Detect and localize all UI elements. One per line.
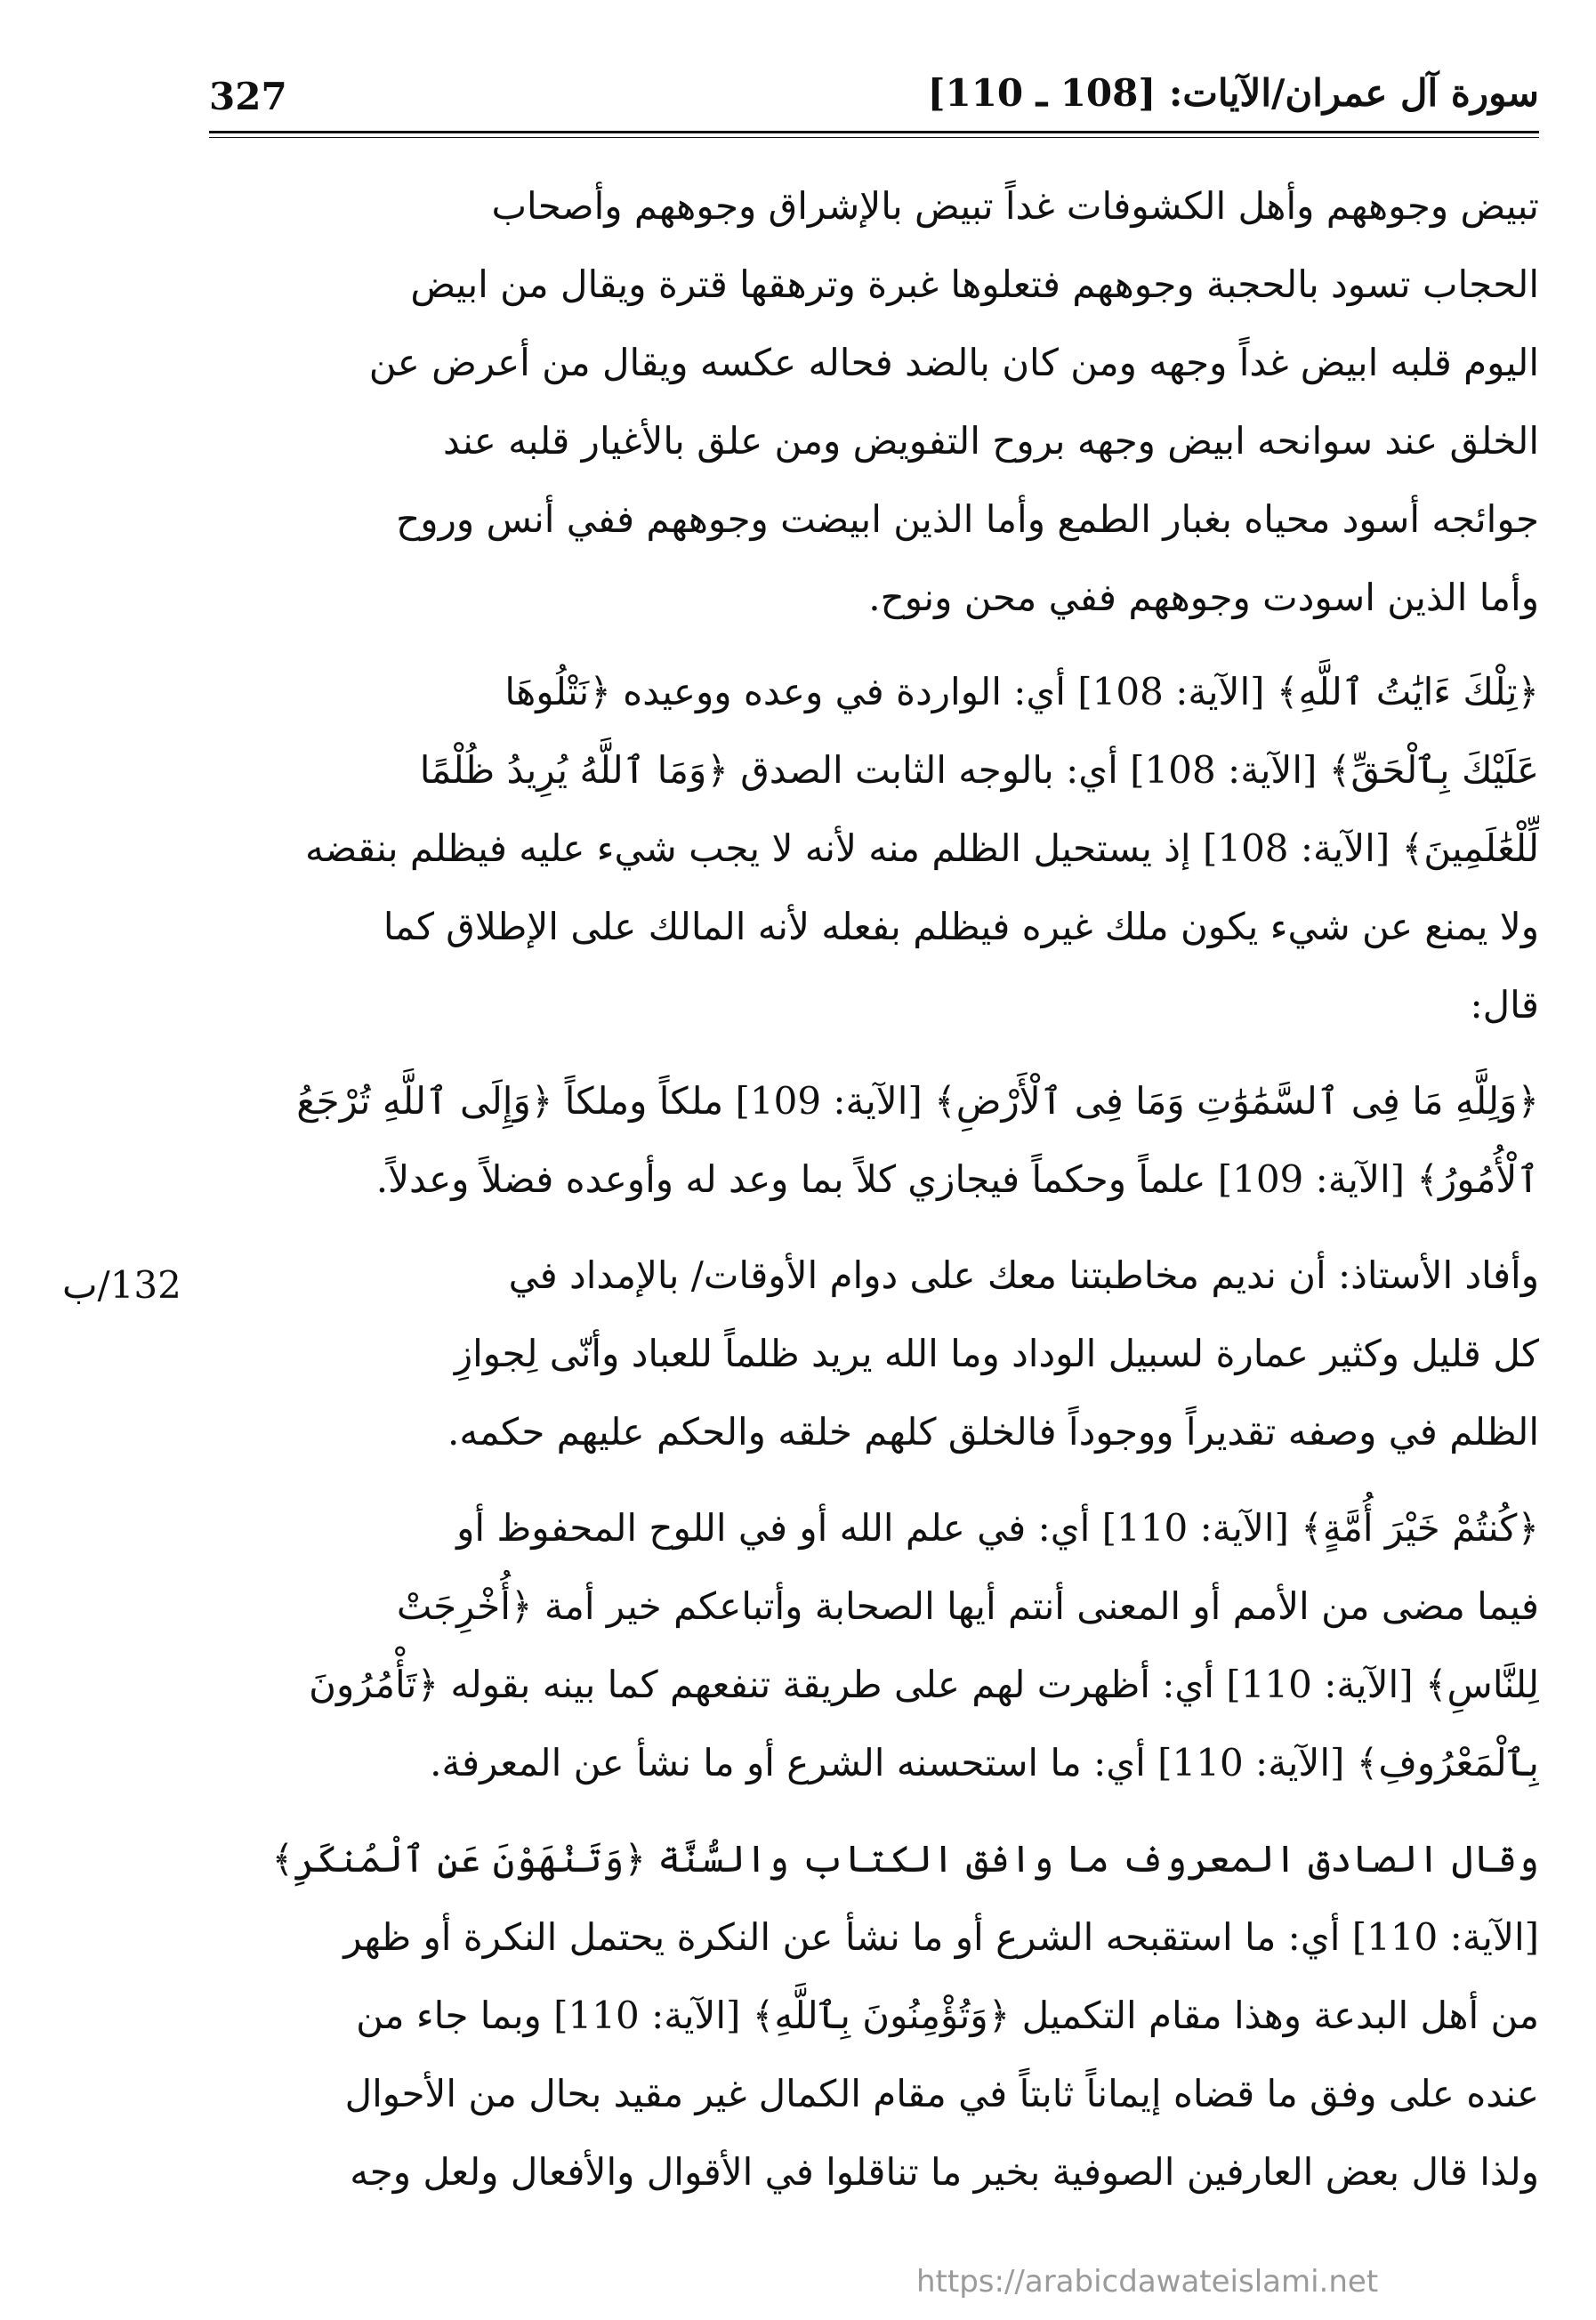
watermark-url: https://arabicdawateislami.net: [916, 2264, 1379, 2300]
paragraph: [214, 167, 1539, 637]
text-line: ٱلْأُمُورُ﴾ [الآية: 109] علماً وحكماً فيجازي كلاً بما وعد له وأوعده فضلاً وعدلاً.: [375, 1157, 1539, 1201]
text-line: ولذا قال بعض العارفين الصوفية بخير ما تناقلوا في الأقوال والأفعال ولعل وجه: [350, 2150, 1539, 2194]
text-line: ﴿كُنتُمْ خَيْرَ أُمَّةٍ﴾ [الآية: 110] أي: في علم الله أو في اللوح المحفوظ أو: [456, 1506, 1539, 1550]
text-line: وأما الذين اسودت وجوههم ففي محن ونوح.: [868, 576, 1539, 619]
body-text: [214, 167, 1539, 2229]
text-line: ﴿تِلْكَ ءَايَٰتُ ٱللَّهِ﴾ [الآية: 108] أي: الواردة في وعده ووعيده ﴿نَتْلُوهَا: [504, 670, 1539, 713]
text-line: وأفاد الأستاذ: أن نديم مخاطبتنا معك على دوام الأوقات/ بالإمداد في: [508, 1253, 1539, 1297]
paragraph: [214, 1237, 1539, 1471]
marginal-folio-note: 132/ب: [62, 1263, 181, 1307]
header-rule: [209, 131, 1539, 133]
text-line: الظلم في وصفه تقديراً ووجوداً فالخلق كلهم خلقه والحكم عليهم حكمه.: [447, 1410, 1539, 1454]
text-line: ﴿وَلِلَّهِ مَا فِى ٱلسَّمَٰوَٰتِ وَمَا فِى ٱلْأَرْضِ﴾ [الآية: 109] ملكاً وملكاً ﴿وَإِلَى ٱللَّهِ تُرْجَعُ: [296, 1079, 1539, 1123]
text-line: من أهل البدعة وهذا مقام التكميل ﴿وَتُؤْمِنُونَ بِٱللَّهِ﴾ [الآية: 110] وبما جاء من: [356, 1994, 1539, 2037]
text-line: تبيض وجوههم وأهل الكشوفات غداً تبيض بالإشراق وجوههم وأصحاب: [491, 184, 1539, 228]
page-header: [209, 64, 1539, 126]
page-number: 327: [209, 75, 287, 118]
paragraph: [214, 653, 1539, 1044]
paragraph: [214, 1820, 1539, 2211]
text-line: لِلنَّاسِ﴾ [الآية: 110] أي: أظهرت لهم على طريقة تنفعهم كما بينه بقوله ﴿تَأْمُرُونَ: [309, 1663, 1539, 1706]
text-line: فيما مضى من الأمم أو المعنى أنتم أيها الصحابة وأتباعكم خير أمة ﴿أُخْرِجَتْ: [396, 1584, 1539, 1628]
text-line: لِّلْعَٰلَمِينَ﴾ [الآية: 108] إذ يستحيل الظلم منه لأنه لا يجب شيء عليه فيظلم بنقضه: [304, 826, 1539, 870]
text-line: الحجاب تسود بالحجبة وجوههم فتعلوها غبرة وترهقها قترة ويقال من ابيض: [410, 262, 1539, 306]
text-line: كل قليل وكثير عمارة لسبيل الوداد وما الله يريد ظلماً للعباد وأنّى لِجوازِ: [454, 1332, 1539, 1375]
header-rule-thin: [209, 137, 1539, 138]
text-line: عنده على وفق ما قضاه إيماناً ثابتاً في مقام الكمال غير مقيد بحال من الأحوال: [344, 2072, 1539, 2115]
paragraph: [214, 1062, 1539, 1219]
text-line: بِٱلْمَعْرُوفِ﴾ [الآية: 110] أي: ما استحسنه الشرع أو ما نشأ عن المعرفة.: [430, 1741, 1539, 1784]
running-head: سورة آل عمران/الآيات: [108 ـ 110]: [927, 71, 1539, 115]
paragraph: [214, 1489, 1539, 1802]
text-line: عَلَيْكَ بِٱلْحَقِّ﴾ [الآية: 108] أي: بالوجه الثابت الصدق ﴿وَمَا ٱللَّهُ يُرِيدُ ظُلْمًا: [419, 748, 1539, 792]
text-line: جوائجه أسود محياه بغبار الطمع وأما الذين ابيضت وجوههم ففي أنس وروح: [396, 497, 1539, 541]
text-line: ولا يمنع عن شيء يكون ملك غيره فيظلم بفعله لأنه المالك على الإطلاق كما: [383, 905, 1539, 948]
text-line: وقال الصادق المعروف ما وافق الكتاب والسُّنَّة ﴿وَتَنْهَوْنَ عَنِ ٱلْمُنكَرِ﴾: [271, 1837, 1539, 1881]
text-line: الخلق عند سوانحه ابيض وجهه بروح التفويض ومن علق بالأغيار قلبه عند: [443, 419, 1539, 463]
text-line: قال:: [1470, 983, 1539, 1027]
text-line: اليوم قلبه ابيض غداً وجهه ومن كان بالضد فحاله عكسه ويقال من أعرض عن: [368, 341, 1539, 384]
text-line: [الآية: 110] أي: ما استقبحه الشرع أو ما نشأ عن النكرة يحتمل النكرة أو ظهر: [343, 1915, 1539, 1959]
